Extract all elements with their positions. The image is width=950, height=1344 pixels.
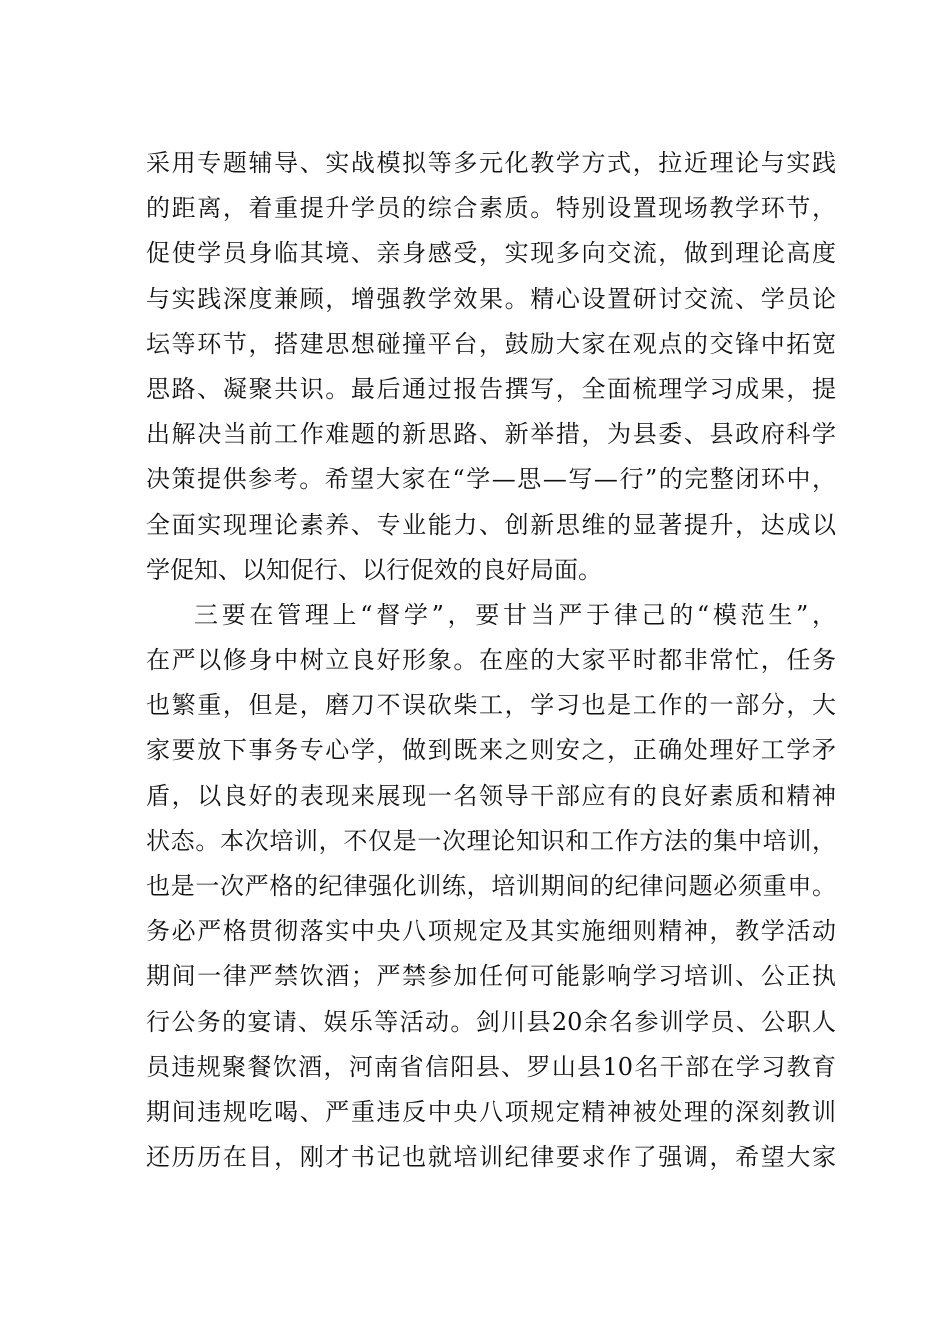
text-line: 盾，以良好的表现来展现一名领导干部应有的良好素质和精神: [146, 781, 836, 810]
text-line: 期间一律严禁饮酒；严禁参加任何可能影响学习培训、公正执: [146, 962, 836, 991]
text-line: 状态。本次培训，不仅是一次理论知识和工作方法的集中培训，: [146, 826, 836, 855]
text-line: 员违规聚餐饮酒，河南省信阳县、罗山县10名干部在学习教育: [146, 1052, 836, 1081]
text-line: 也繁重，但是，磨刀不误砍柴工，学习也是工作的一部分，大: [146, 691, 836, 720]
text-line: 采用专题辅导、实战模拟等多元化教学方式，拉近理论与实践: [146, 149, 836, 177]
paragraph-end-line: 学促知、以知促行、以行促效的良好局面。: [146, 555, 602, 584]
text-line: 务必严格贯彻落实中央八项规定及其实施细则精神，教学活动: [146, 917, 836, 946]
text-line: 与实践深度兼顾，增强教学效果。精心设置研讨交流、学员论: [146, 284, 836, 313]
text-line: 期间违规吃喝、严重违反中央八项规定精神被处理的深刻教训: [146, 1097, 836, 1126]
text-line: 家要放下事务专心学，做到既来之则安之，正确处理好工学矛: [146, 736, 836, 765]
text-line: 坛等环节，搭建思想碰撞平台，鼓励大家在观点的交锋中拓宽: [146, 329, 836, 358]
text-line: 行公务的宴请、娱乐等活动。剑川县20余名参训学员、公职人: [146, 1007, 836, 1036]
text-line: 的距离，着重提升学员的综合素质。特别设置现场教学环节，: [146, 194, 836, 223]
text-line: 出解决当前工作难题的新思路、新举措，为县委、县政府科学: [146, 420, 836, 449]
text-line: 促使学员身临其境、亲身感受，实现多向交流，做到理论高度: [146, 239, 836, 268]
text-line: 还历历在目，刚才书记也就培训纪律要求作了强调，希望大家: [146, 1143, 836, 1172]
text-line: 在严以修身中树立良好形象。在座的大家平时都非常忙，任务: [146, 646, 836, 675]
document-body: [146, 141, 836, 1180]
text-line: 决策提供参考。希望大家在“学—思—写—行”的完整闭环中，: [146, 465, 836, 494]
text-line: 全面实现理论素养、专业能力、创新思维的显著提升，达成以: [146, 510, 836, 539]
text-line: 思路、凝聚共识。最后通过报告撰写，全面梳理学习成果，提: [146, 374, 836, 403]
paragraph-first-line: 三要在管理上“督学”，要甘当严于律己的“模范生”，: [194, 600, 836, 629]
text-line: 也是一次严格的纪律强化训练，培训期间的纪律问题必须重申。: [146, 872, 836, 900]
